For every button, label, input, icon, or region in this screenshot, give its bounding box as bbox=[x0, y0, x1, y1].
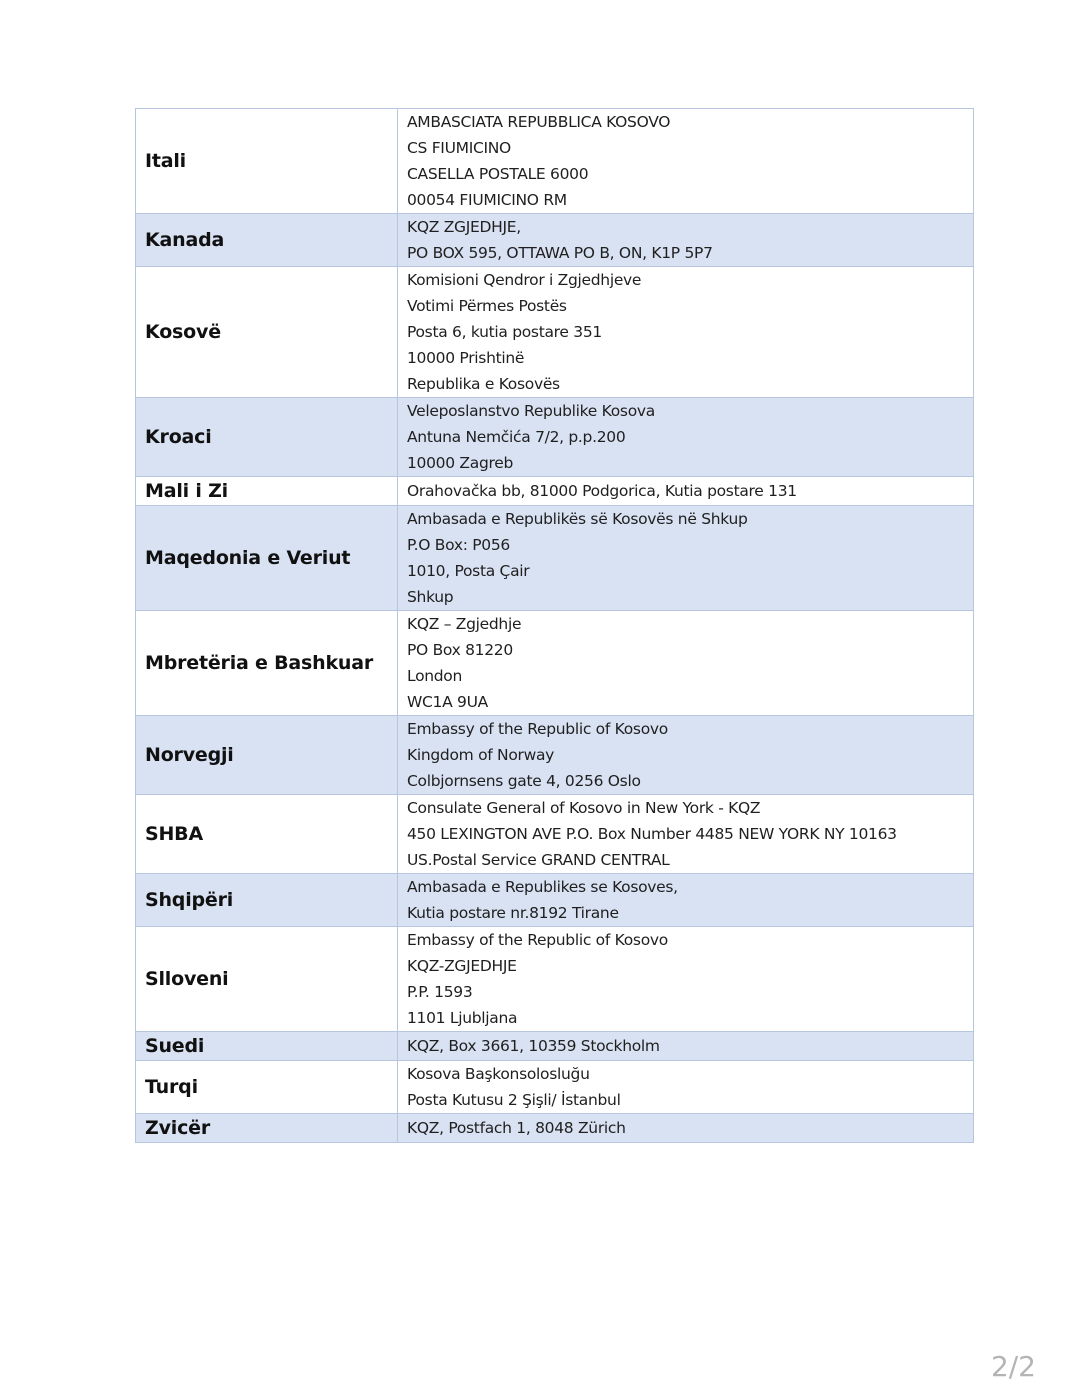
table-row bbox=[136, 1061, 974, 1114]
address-table-body bbox=[136, 109, 974, 1143]
country-cell: Suedi bbox=[136, 1032, 398, 1061]
address-line: 10000 Zagreb bbox=[407, 454, 513, 472]
address-cell bbox=[398, 716, 974, 795]
table-row bbox=[136, 611, 974, 716]
table-row bbox=[136, 506, 974, 611]
address-line: P.P. 1593 bbox=[407, 983, 473, 1001]
address-line: Veleposlanstvo Republike Kosova bbox=[407, 402, 655, 420]
address-line: Komisioni Qendror i Zgjedhjeve bbox=[407, 271, 642, 289]
table-row bbox=[136, 398, 974, 477]
address-line: 10000 Prishtinë bbox=[407, 349, 525, 367]
address-line: 1101 Ljubljana bbox=[407, 1009, 518, 1027]
address-line: 00054 FIUMICINO RM bbox=[407, 191, 567, 209]
country-cell: Shqipëri bbox=[136, 874, 398, 927]
address-cell bbox=[398, 795, 974, 874]
address-cell bbox=[398, 1114, 974, 1143]
address-line: Shkup bbox=[407, 588, 454, 606]
address-line: KQZ, Box 3661, 10359 Stockholm bbox=[407, 1037, 660, 1055]
address-line: Consulate General of Kosovo in New York - KQZ bbox=[407, 799, 761, 817]
table-row bbox=[136, 874, 974, 927]
address-line: KQZ, Postfach 1, 8048 Zürich bbox=[407, 1119, 626, 1137]
address-line: PO Box 81220 bbox=[407, 641, 513, 659]
table-row bbox=[136, 214, 974, 267]
address-line: AMBASCIATA REPUBBLICA KOSOVO bbox=[407, 113, 671, 131]
country-cell: Kanada bbox=[136, 214, 398, 267]
address-line: CASELLA POSTALE 6000 bbox=[407, 165, 589, 183]
table-row bbox=[136, 927, 974, 1032]
address-line: Votimi Përmes Postës bbox=[407, 297, 567, 315]
address-line: Antuna Nemčića 7/2, p.p.200 bbox=[407, 428, 626, 446]
country-cell: Kroaci bbox=[136, 398, 398, 477]
address-line: Ambasada e Republikës së Kosovës në Shkup bbox=[407, 510, 748, 528]
address-cell bbox=[398, 874, 974, 927]
address-line: Kingdom of Norway bbox=[407, 746, 555, 764]
table-row bbox=[136, 109, 974, 214]
page-indicator: 2/2 bbox=[990, 1350, 1036, 1383]
address-cell bbox=[398, 267, 974, 398]
address-line: KQZ ZGJEDHJE, bbox=[407, 218, 521, 236]
address-line: Orahovačka bb, 81000 Podgorica, Kutia postare 131 bbox=[407, 482, 797, 500]
address-cell bbox=[398, 398, 974, 477]
table-row bbox=[136, 267, 974, 398]
address-cell bbox=[398, 1061, 974, 1114]
address-line: KQZ – Zgjedhje bbox=[407, 615, 522, 633]
address-line: Kutia postare nr.8192 Tirane bbox=[407, 904, 619, 922]
country-cell: Norvegji bbox=[136, 716, 398, 795]
address-line: PO BOX 595, OTTAWA PO B, ON, K1P 5P7 bbox=[407, 244, 713, 262]
country-cell: Slloveni bbox=[136, 927, 398, 1032]
address-line: London bbox=[407, 667, 463, 685]
address-cell bbox=[398, 1032, 974, 1061]
country-cell: Kosovë bbox=[136, 267, 398, 398]
country-cell: Itali bbox=[136, 109, 398, 214]
address-line: 1010, Posta Çair bbox=[407, 562, 530, 580]
address-cell bbox=[398, 214, 974, 267]
address-line: CS FIUMICINO bbox=[407, 139, 511, 157]
table-row bbox=[136, 1114, 974, 1143]
address-cell bbox=[398, 927, 974, 1032]
address-line: KQZ-ZGJEDHJE bbox=[407, 957, 517, 975]
address-line: Posta Kutusu 2 Şişli/ İstanbul bbox=[407, 1091, 621, 1109]
address-line: P.O Box: P056 bbox=[407, 536, 510, 554]
address-line: 450 LEXINGTON AVE P.O. Box Number 4485 NEW YORK NY 10163 bbox=[407, 825, 897, 843]
country-cell: Zvicër bbox=[136, 1114, 398, 1143]
address-cell bbox=[398, 506, 974, 611]
table-row bbox=[136, 795, 974, 874]
country-cell: SHBA bbox=[136, 795, 398, 874]
address-line: Kosova Başkonsolosluğu bbox=[407, 1065, 590, 1083]
table-row bbox=[136, 1032, 974, 1061]
country-cell: Turqi bbox=[136, 1061, 398, 1114]
address-line: WC1A 9UA bbox=[407, 693, 488, 711]
table-row bbox=[136, 477, 974, 506]
address-cell bbox=[398, 611, 974, 716]
address-line: Embassy of the Republic of Kosovo bbox=[407, 931, 668, 949]
address-table bbox=[135, 108, 974, 1143]
country-cell: Mbretëria e Bashkuar bbox=[136, 611, 398, 716]
country-cell: Mali i Zi bbox=[136, 477, 398, 506]
country-cell: Maqedonia e Veriut bbox=[136, 506, 398, 611]
address-line: Republika e Kosovës bbox=[407, 375, 560, 393]
address-cell bbox=[398, 109, 974, 214]
address-line: Colbjornsens gate 4, 0256 Oslo bbox=[407, 772, 641, 790]
address-line: Embassy of the Republic of Kosovo bbox=[407, 720, 668, 738]
address-line: Ambasada e Republikes se Kosoves, bbox=[407, 878, 678, 896]
address-line: Posta 6, kutia postare 351 bbox=[407, 323, 602, 341]
address-cell bbox=[398, 477, 974, 506]
address-line: US.Postal Service GRAND CENTRAL bbox=[407, 851, 670, 869]
table-row bbox=[136, 716, 974, 795]
